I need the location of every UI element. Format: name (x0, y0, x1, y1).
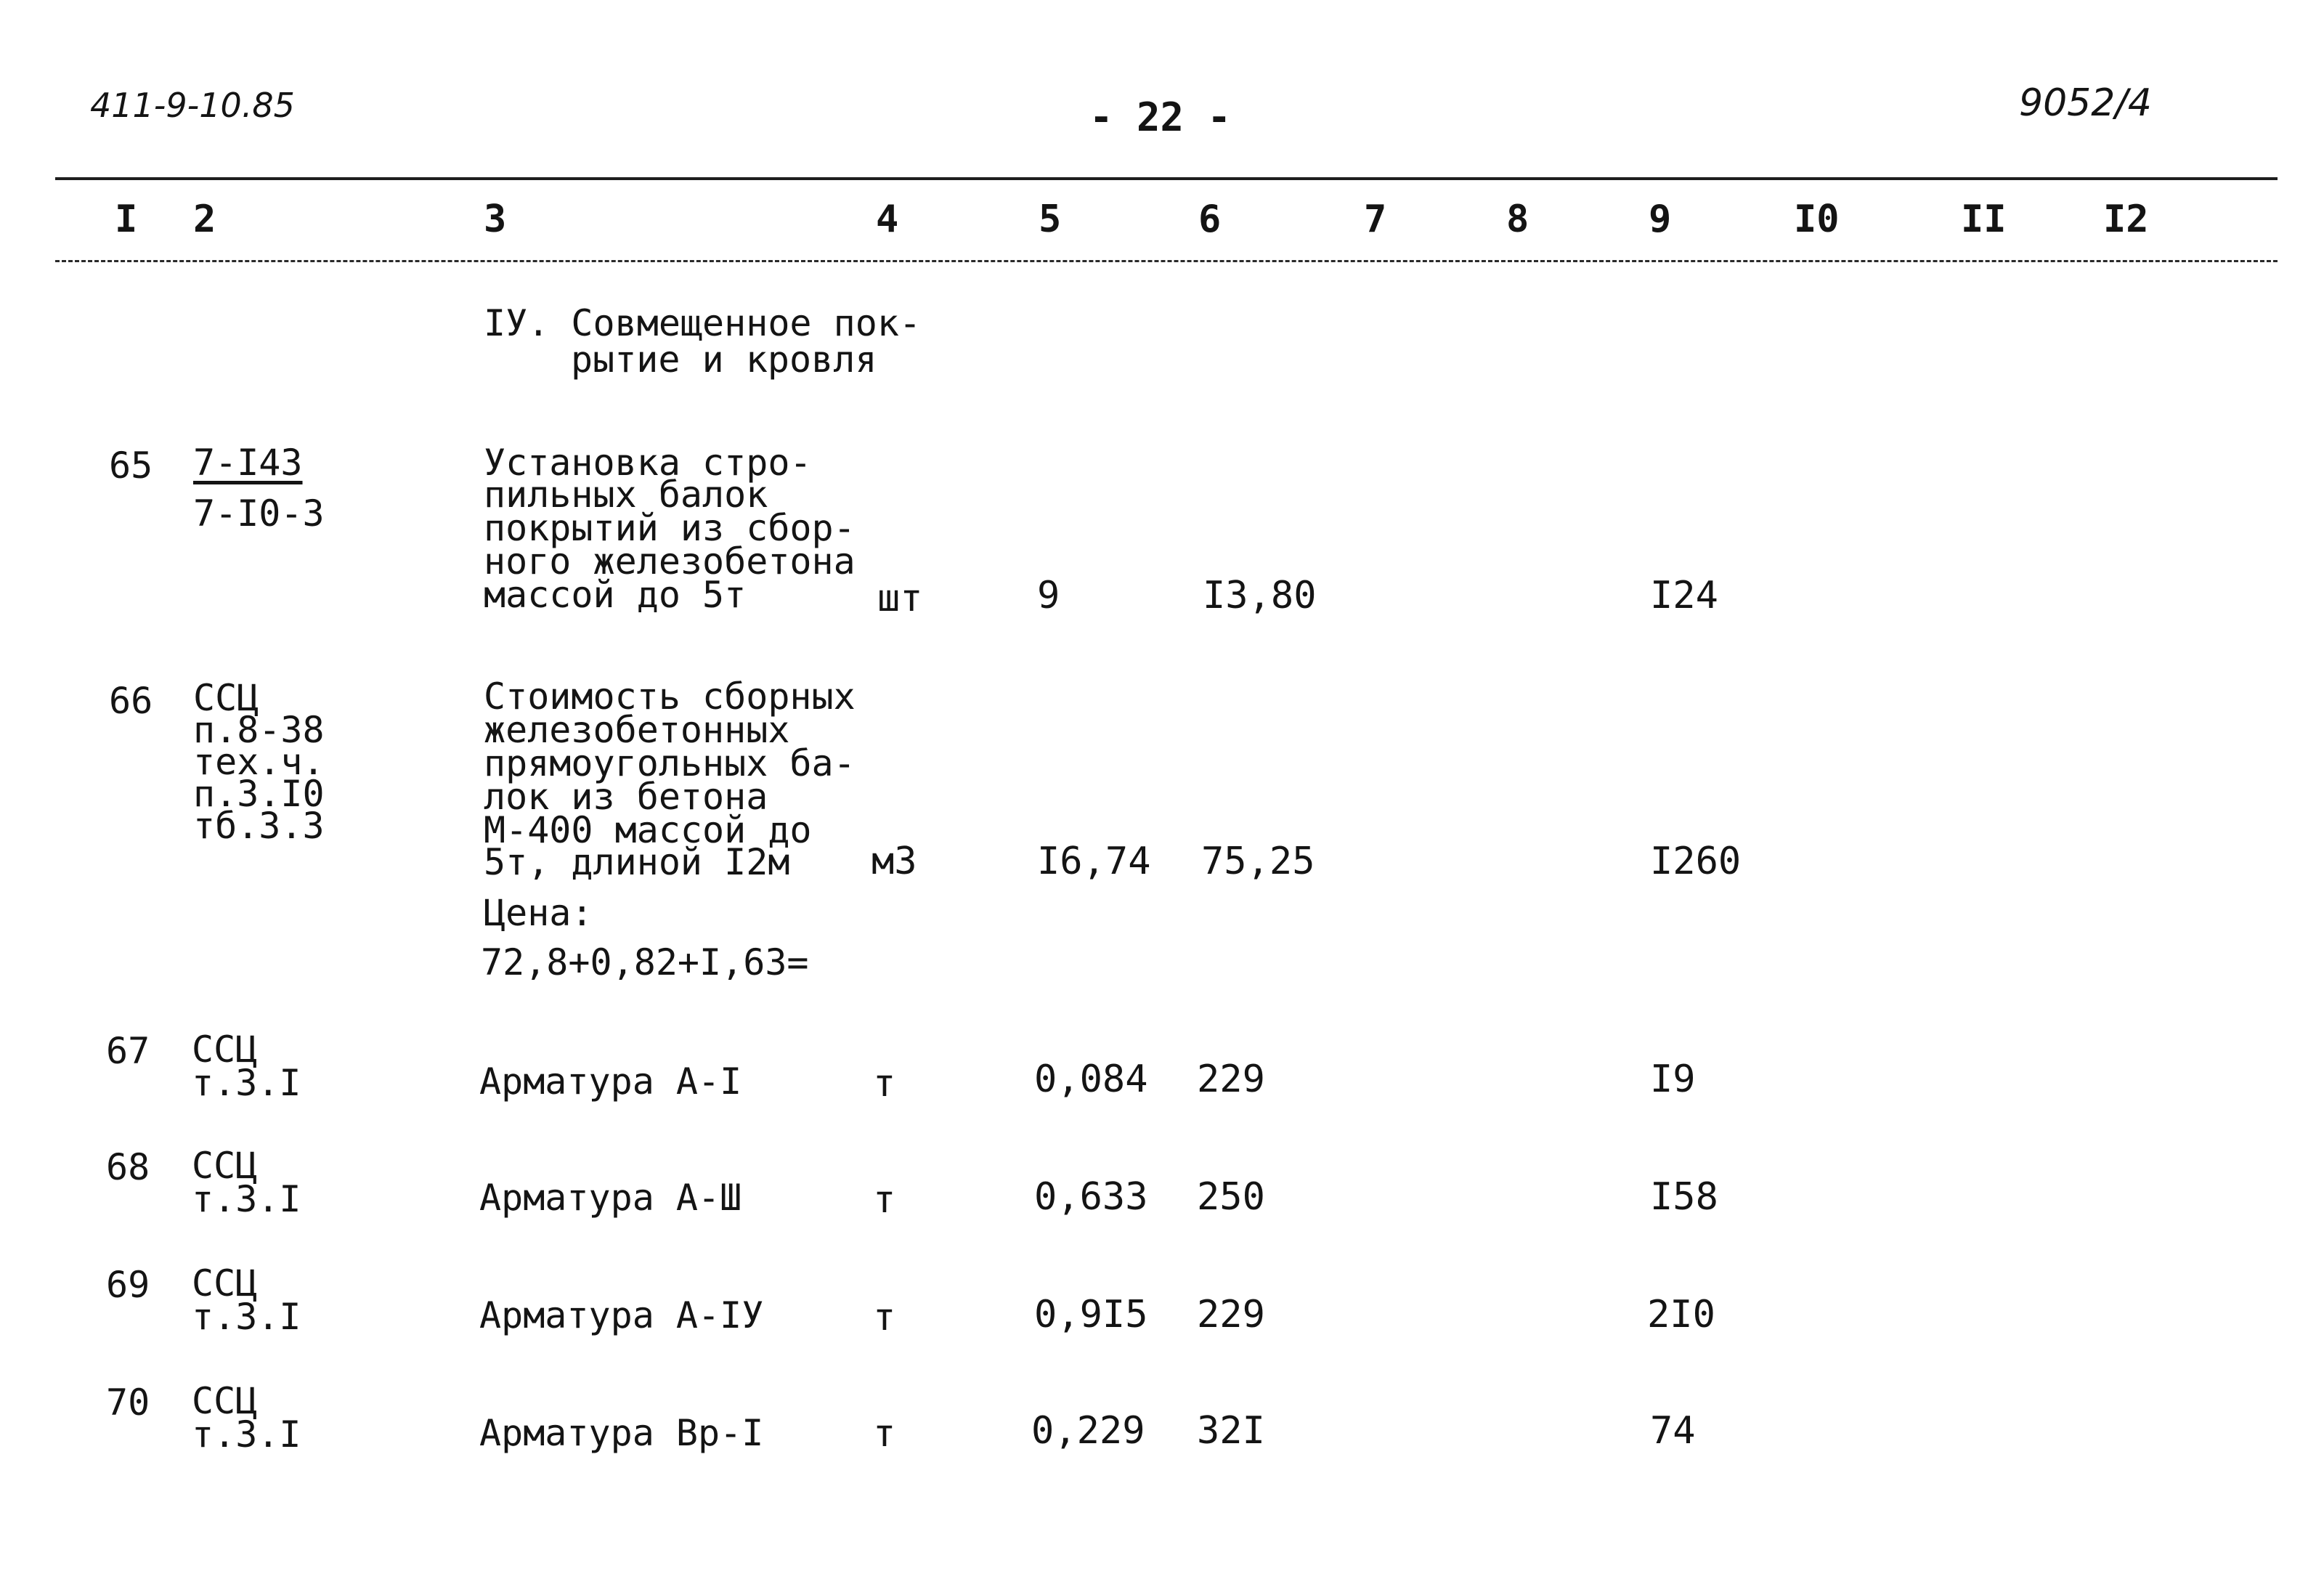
row-description: Арматура Вр-I (479, 1412, 764, 1454)
row-code: ССЦ (192, 1145, 258, 1187)
row-quantity: 0,229 (1031, 1409, 1145, 1453)
section-heading-line-2: рытие и кровля (571, 338, 877, 381)
row-number: 65 (109, 445, 153, 487)
row-code: т.3.I (192, 1178, 301, 1220)
row-code: т.3.I (192, 1062, 301, 1104)
row-number: 67 (106, 1030, 150, 1072)
column-number-8: 8 (1506, 198, 1529, 241)
row-unit: т (873, 1296, 896, 1339)
top-rule (55, 177, 2278, 180)
column-number-12: I2 (2103, 198, 2149, 241)
column-number-6: 6 (1198, 198, 1222, 241)
row-description: железобетонных (484, 709, 790, 751)
row-code: 7-I43 (193, 442, 303, 484)
row-total: I24 (1650, 574, 1718, 617)
sheet-number: 9052/4 (2019, 81, 2152, 125)
row-unit-price: 32I (1197, 1409, 1265, 1453)
row-total: I58 (1650, 1175, 1718, 1219)
row-number: 69 (106, 1264, 150, 1306)
column-number-4: 4 (876, 198, 899, 241)
row-code: тех.ч. (193, 741, 325, 783)
row-description: Арматура А-IУ (479, 1294, 764, 1336)
row-code: ССЦ (192, 1028, 258, 1071)
row-total: 74 (1650, 1409, 1696, 1453)
row-code: п.3.I0 (193, 773, 325, 815)
row-code: п.8-38 (193, 709, 325, 751)
column-number-11: II (1961, 198, 2007, 241)
row-code: тб.3.3 (193, 805, 325, 847)
row-unit-price: 229 (1197, 1058, 1265, 1101)
row-code: 7-I0-3 (193, 492, 325, 535)
row-description: 5т, длиной I2м (484, 841, 790, 883)
row-description: Арматура А-Ш (479, 1177, 742, 1219)
row-description: пильных балок (484, 474, 768, 516)
column-number-2: 2 (193, 198, 216, 241)
row-description: М-400 массой до (484, 809, 812, 851)
row-unit: т (873, 1062, 896, 1105)
column-number-3: 3 (484, 198, 507, 241)
row-unit-price: 229 (1197, 1293, 1265, 1336)
row-code: ССЦ (192, 1262, 258, 1304)
document-code: 411-9-10.85 (90, 86, 295, 125)
row-description: покрытий из сбор- (484, 507, 856, 549)
header-bottom-rule (55, 260, 2278, 262)
row-unit: м3 (871, 840, 917, 883)
column-number-5: 5 (1039, 198, 1062, 241)
row-description: прямоугольных ба- (484, 742, 856, 784)
row-description: Арматура А-I (479, 1060, 742, 1103)
row-total: I9 (1650, 1058, 1696, 1101)
row-unit: т (873, 1412, 896, 1456)
row-code: т.3.I (192, 1296, 301, 1338)
column-number-1: I (115, 198, 138, 241)
row-quantity: 0,9I5 (1034, 1293, 1148, 1336)
row-number: 68 (106, 1146, 150, 1188)
row-quantity: 9 (1037, 574, 1060, 617)
row-description: Установка стро- (484, 442, 812, 484)
page-number: - 22 - (1089, 94, 1232, 140)
row-unit-price: 250 (1197, 1175, 1265, 1219)
row-description: массой до 5т (484, 574, 747, 616)
row-total: I260 (1650, 840, 1742, 883)
section-heading-line-1: IУ. Совмещенное пок- (484, 302, 922, 344)
row-unit: шт (877, 577, 923, 620)
price-note-label: Цена: (484, 892, 593, 934)
row-quantity: 0,084 (1034, 1058, 1148, 1101)
row-description: лок из бетона (484, 776, 768, 818)
row-description: ного железобетона (484, 540, 856, 583)
row-unit-price: I3,80 (1203, 574, 1317, 617)
column-number-9: 9 (1649, 198, 1672, 241)
row-number: 70 (106, 1381, 150, 1424)
row-code: ССЦ (193, 677, 259, 719)
row-code: ССЦ (192, 1380, 258, 1422)
row-code: т.3.I (192, 1413, 301, 1456)
row-number: 66 (109, 680, 153, 722)
column-number-7: 7 (1364, 198, 1387, 241)
column-number-10: I0 (1794, 198, 1840, 241)
price-note-formula: 72,8+0,82+I,63= (481, 941, 809, 983)
row-unit-price: 75,25 (1201, 840, 1315, 883)
row-quantity: I6,74 (1037, 840, 1151, 883)
row-unit: т (873, 1178, 896, 1222)
row-total: 2I0 (1647, 1293, 1715, 1336)
row-description: Стоимость сборных (484, 675, 856, 718)
row-quantity: 0,633 (1034, 1175, 1148, 1219)
